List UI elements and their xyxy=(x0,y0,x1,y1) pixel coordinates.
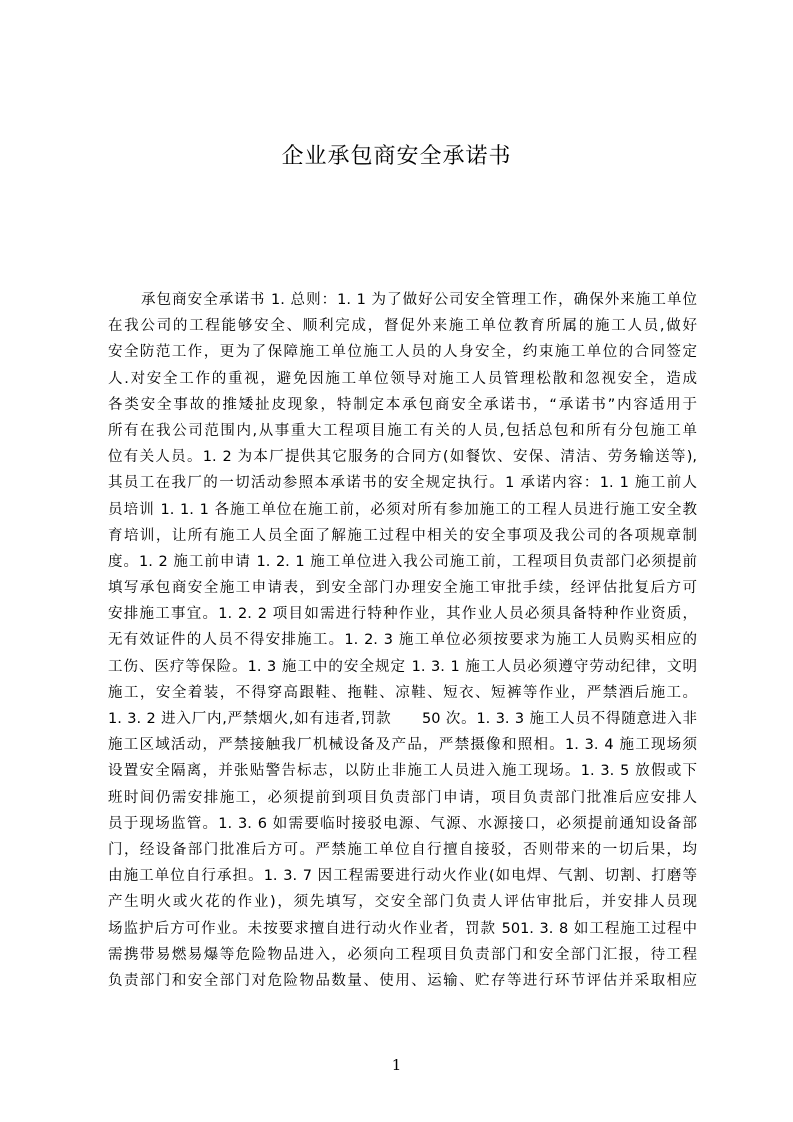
text-line: 场监护后方可作业。未按要求擅自进行动火作业者，罚款 501. 3. 8 如工程施工过程中 xyxy=(108,920,697,937)
text-line: 负责部门和安全部门对危险物品数量、使用、运输、贮存等进行环节评估并采取相应 xyxy=(108,972,697,989)
text-line: 度。1. 2 施工前申请 1. 2. 1 施工单位进入我公司施工前，工程项目负责部门必须提前 xyxy=(108,553,697,570)
text-line: 班时间仍需安排施工，必须提前到项目负责部门申请，项目负责部门批准后应安排人 xyxy=(108,789,697,806)
text-line: 由施工单位自行承担。1. 3. 7 因工程需要进行动火作业(如电焊、气割、切割、打磨等 xyxy=(108,868,697,885)
text-line: 员培训 1. 1. 1 各施工单位在施工前，必须对所有参加施工的工程人员进行施工安全教 xyxy=(108,501,697,518)
text-line: 承包商安全承诺书 1. 总则：1. 1 为了做好公司安全管理工作，确保外来施工单位 xyxy=(141,292,697,308)
text-line: 员于现场监管。1. 3. 6 如需要临时接驳电源、气源、水源接口，必须提前通知设备部 xyxy=(108,815,697,832)
text-line: 施工，安全着装，不得穿高跟鞋、拖鞋、凉鞋、短衣、短裤等作业，严禁酒后施工。 xyxy=(108,684,697,701)
text-line: 育培训，让所有施工人员全面了解施工过程中相关的安全事项及我公司的各项规章制 xyxy=(108,527,697,544)
text-line: 安全防范工作，更为了保障施工单位施工人员的人身安全，约束施工单位的合同签定 xyxy=(108,344,697,361)
text-line: 位有关人员。1. 2 为本厂提供其它服务的合同方(如餐饮、安保、清洁、劳务输送等), xyxy=(108,449,697,466)
text-line: 设置安全隔离，并张贴警告标志，以防止非施工人员进入施工现场。1. 3. 5 放假或下 xyxy=(108,763,697,780)
text-line: 所有在我公司范围内,从事重大工程项目施工有关的人员,包括总包和所有分包施工单 xyxy=(108,422,697,439)
text-line: 安排施工事宜。1. 2. 2 项目如需进行特种作业，其作业人员必须具备特种作业资质， xyxy=(108,606,697,623)
text-line: 1. 3. 2 进入厂内,严禁烟火,如有违者,罚款 50 次。1. 3. 3 施工人员不得随意进入非 xyxy=(108,711,697,727)
text-line: 各类安全事故的推矮扯皮现象，特制定本承包商安全承诺书，“承诺书”内容适用于 xyxy=(108,396,697,413)
text-line: 无有效证件的人员不得安排施工。1. 2. 3 施工单位必须按要求为施工人员购买相应的 xyxy=(108,632,697,649)
document-title: 企业承包商安全承诺书 xyxy=(281,144,512,169)
text-line: 需携带易燃易爆等危险物品进入，必须向工程项目负责部门和安全部门汇报，待工程 xyxy=(108,946,697,963)
text-line: 工伤、医疗等保险。1. 3 施工中的安全规定 1. 3. 1 施工人员必须遵守劳动纪律，文明 xyxy=(108,658,697,675)
body-paragraph xyxy=(108,287,697,994)
text-line: 其员工在我厂的一切活动参照本承诺书的安全规定执行。1 承诺内容：1. 1 施工前人 xyxy=(108,475,697,492)
text-line: 产生明火或火花的作业)，须先填写，交安全部门负责人评估审批后，并安排人员现 xyxy=(108,894,697,911)
text-line: 门，经设备部门批准后方可。严禁施工单位自行擅自接驳，否则带来的一切后果，均 xyxy=(108,841,697,858)
text-line: 施工区域活动，严禁接触我厂机械设备及产品，严禁摄像和照相。1. 3. 4 施工现场须 xyxy=(108,737,697,754)
text-line: 填写承包商安全施工申请表，到安全部门办理安全施工审批手续，经评估批复后方可 xyxy=(108,580,697,597)
page-number: 1 xyxy=(391,1056,402,1074)
text-line: 在我公司的工程能够安全、顺利完成，督促外来施工单位教育所属的施工人员,做好 xyxy=(108,318,697,335)
text-line: 人.对安全工作的重视，避免因施工单位领导对施工人员管理松散和忽视安全，造成 xyxy=(108,370,697,387)
